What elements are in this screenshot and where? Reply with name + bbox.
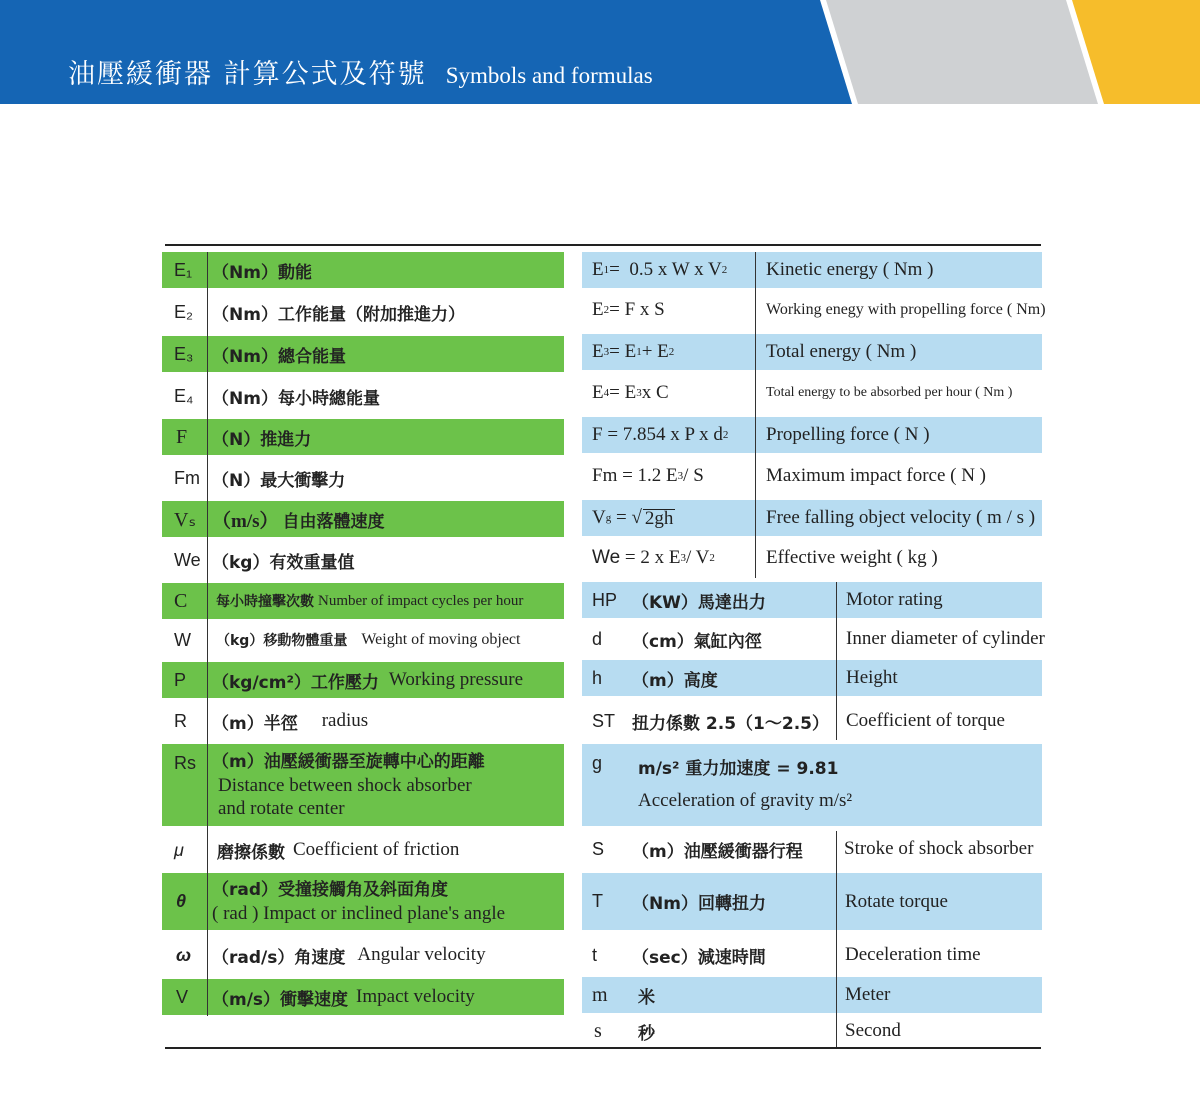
description-zh: （m/s）衝擊速度 (212, 989, 349, 1010)
symbol-cell: θ (176, 891, 187, 911)
symbol-cell: W (174, 629, 191, 650)
description-en: radius (321, 710, 369, 731)
description-en: Angular velocity (357, 944, 486, 965)
description-zh: m/s² 重力加速度 = 9.81 (638, 759, 839, 779)
description-en-line1: Distance between shock absorber (218, 774, 472, 796)
description-zh: （KW）馬達出力 (632, 592, 766, 613)
description-en: Acceleration of gravity m/s² (638, 790, 853, 811)
table-row (162, 662, 564, 698)
formula-description: Kinetic energy ( Nm ) (766, 259, 934, 280)
table-row (162, 336, 564, 372)
formula-description: Propelling force ( N ) (766, 424, 930, 445)
description-zh: 磨擦係數 (217, 842, 285, 863)
symbol-cell: V (176, 986, 189, 1007)
formula-description: Total energy ( Nm ) (766, 341, 917, 362)
table-row (582, 873, 1042, 930)
formula-cell: E 3 = E 1 + E 2 (592, 341, 675, 362)
title-english: Symbols and formulas (445, 63, 653, 88)
table-row (162, 542, 564, 578)
table-row (162, 252, 564, 288)
formula-cell: We = 2 x E 3 / V 2 (592, 547, 715, 568)
right-divider-lower (836, 831, 837, 1047)
table-row (582, 1015, 1042, 1047)
table-row (582, 660, 1042, 696)
description-cell (212, 937, 486, 973)
symbol-cell: μ (174, 839, 184, 860)
description-cell (216, 622, 520, 658)
description-cell: （Nm）總合能量 (212, 346, 346, 367)
table-row (582, 831, 1052, 867)
table-row (582, 500, 1042, 536)
table-row (582, 540, 1042, 576)
table-row (582, 977, 1042, 1013)
description-en: Impact velocity (356, 986, 475, 1007)
formula-cell: E 1 = 0.5 x W x V 2 (592, 259, 728, 280)
description-en: Coefficient of friction (293, 839, 460, 860)
table-row (162, 419, 564, 455)
formula-description: Free falling object velocity ( m / s ) (766, 507, 1036, 528)
formula-description: Maximum impact force ( N ) (766, 465, 987, 486)
left-column-divider (207, 252, 208, 1016)
symbol-cell: Rs (174, 753, 196, 773)
description-en: Inner diameter of cylinder (846, 628, 1045, 649)
symbol-cell: T (592, 891, 603, 911)
table-row (582, 252, 1042, 288)
description-unit: （m/s） (212, 510, 279, 532)
table-row (582, 703, 1042, 739)
formula-cell: E 2 = F x S (592, 299, 665, 320)
symbol-cell: m (592, 983, 608, 1006)
table-row (162, 832, 564, 868)
description-cell (212, 744, 485, 826)
description-cell (212, 979, 475, 1015)
symbol-cell: E₁ (174, 259, 193, 280)
table-row (582, 292, 1046, 328)
table-row (162, 937, 564, 973)
table-row (162, 979, 564, 1015)
description-en-line2: and rotate center (218, 797, 345, 819)
description-en: Meter (845, 984, 891, 1005)
description-cell: （Nm）動能 (212, 262, 312, 283)
description-zh: （m）半徑 (212, 713, 298, 734)
table-row (582, 744, 1042, 826)
description-zh: （sec）減速時間 (632, 947, 766, 968)
description-cell: （Nm）工作能量（附加推進力） (212, 304, 465, 325)
symbol-cell: R (174, 710, 187, 731)
right-divider-upper (836, 582, 837, 740)
symbol-cell: ST (592, 710, 616, 731)
description-cell: （N）最大衝擊力 (212, 470, 346, 491)
symbol-cell: g (592, 753, 603, 773)
symbol-cell: Vₛ (174, 508, 196, 531)
description-en: Number of impact cycles per hour (318, 592, 524, 609)
description-cell (212, 703, 368, 739)
formula-description: Total energy to be absorbed per hour ( Nm ) (766, 385, 1013, 400)
formula-cell: E 4 = E 3 x C (592, 382, 669, 403)
table-row (582, 458, 1042, 494)
page-title (68, 52, 653, 91)
description-zh: （m）高度 (632, 670, 718, 691)
description-zh: （kg）移動物體重量 (216, 633, 348, 649)
symbol-cell: s (594, 1019, 602, 1042)
symbol-cell: HP (592, 589, 618, 610)
formula-divider (755, 252, 756, 578)
description-zh: （Nm）回轉扭力 (632, 894, 766, 914)
description-cell (638, 744, 852, 826)
formula-cell: F = 7.854 x P x d 2 (592, 424, 729, 445)
description-zh: 米 (638, 987, 655, 1008)
description-en: Height (846, 667, 898, 688)
table-row (582, 417, 1042, 453)
symbol-cell: S (592, 838, 605, 859)
symbol-cell: C (174, 589, 188, 612)
table-row (582, 334, 1042, 370)
description-en: Deceleration time (845, 944, 981, 965)
description-cell (212, 873, 505, 930)
description-cell (216, 583, 523, 619)
description-en: Rotate torque (845, 890, 948, 912)
symbol-cell: ω (176, 944, 192, 965)
table-row (162, 744, 564, 826)
table-top-rule (165, 244, 1041, 246)
symbol-cell: d (592, 628, 603, 649)
formula-description: Effective weight ( kg ) (766, 547, 938, 568)
table-row (582, 937, 1042, 973)
header-banner (0, 0, 1200, 104)
description-zh: （m）油壓緩衝器行程 (632, 841, 803, 862)
description-en: Motor rating (846, 589, 943, 610)
description-en: Weight of moving object (361, 631, 521, 648)
symbol-cell: t (592, 944, 598, 965)
table-row (162, 294, 564, 330)
formula-description: Working enegy with propelling force ( Nm) (766, 301, 1046, 318)
table-bottom-rule (165, 1047, 1041, 1049)
table-row (162, 378, 564, 414)
description-zh: 扭力係數 2.5（1～2.5） (632, 713, 829, 734)
description-en: ( rad ) Impact or inclined plane's angle (212, 902, 506, 924)
table-row (162, 622, 564, 658)
description-zh: （m）油壓緩衝器至旋轉中心的距離 (212, 751, 485, 772)
symbol-cell: We (174, 549, 201, 570)
symbol-cell: F (176, 425, 188, 448)
description-zh: （kg/cm²）工作壓力 (212, 672, 379, 693)
formula-cell: V g = √ 2gh (592, 507, 674, 529)
description-zh: 每小時撞擊次數 (216, 594, 314, 610)
table-row (582, 375, 1042, 411)
description-cell: （N）推進力 (212, 429, 312, 450)
symbol-cell: P (174, 669, 187, 690)
symbol-cell: h (592, 667, 603, 688)
description-en: Stroke of shock absorber (844, 838, 1034, 859)
table-row (162, 501, 564, 537)
description-cell: （kg）有效重量值 (212, 552, 355, 573)
symbol-cell: E₂ (174, 301, 193, 322)
description-cell: （Nm）每小時總能量 (212, 388, 380, 409)
description-en: Working pressure (388, 669, 523, 690)
formula-cell: Fm = 1.2 E 3 / S (592, 465, 704, 486)
description-en: Second (845, 1020, 901, 1041)
table-row (582, 621, 1045, 657)
table-row (582, 582, 1042, 618)
table-row (162, 873, 564, 930)
table-row (162, 460, 564, 496)
description-zh: 秒 (638, 1023, 655, 1044)
description-cell (212, 501, 385, 537)
table-row (162, 703, 564, 739)
title-chinese: 油壓緩衝器 計算公式及符號 (68, 59, 427, 90)
symbol-cell: E₄ (174, 385, 194, 406)
description-zh: （cm）氣缸內徑 (632, 631, 762, 652)
description-cell (212, 662, 523, 698)
description-text: 自由落體速度 (282, 511, 385, 532)
description-zh: （rad）受撞接觸角及斜面角度 (212, 879, 449, 900)
description-en: Coefficient of torque (846, 710, 1005, 731)
description-zh: （rad/s）角速度 (212, 947, 346, 968)
symbol-cell: E₃ (174, 343, 194, 364)
description-cell (217, 832, 459, 868)
table-row (162, 583, 564, 619)
symbol-cell: Fm (174, 467, 200, 488)
